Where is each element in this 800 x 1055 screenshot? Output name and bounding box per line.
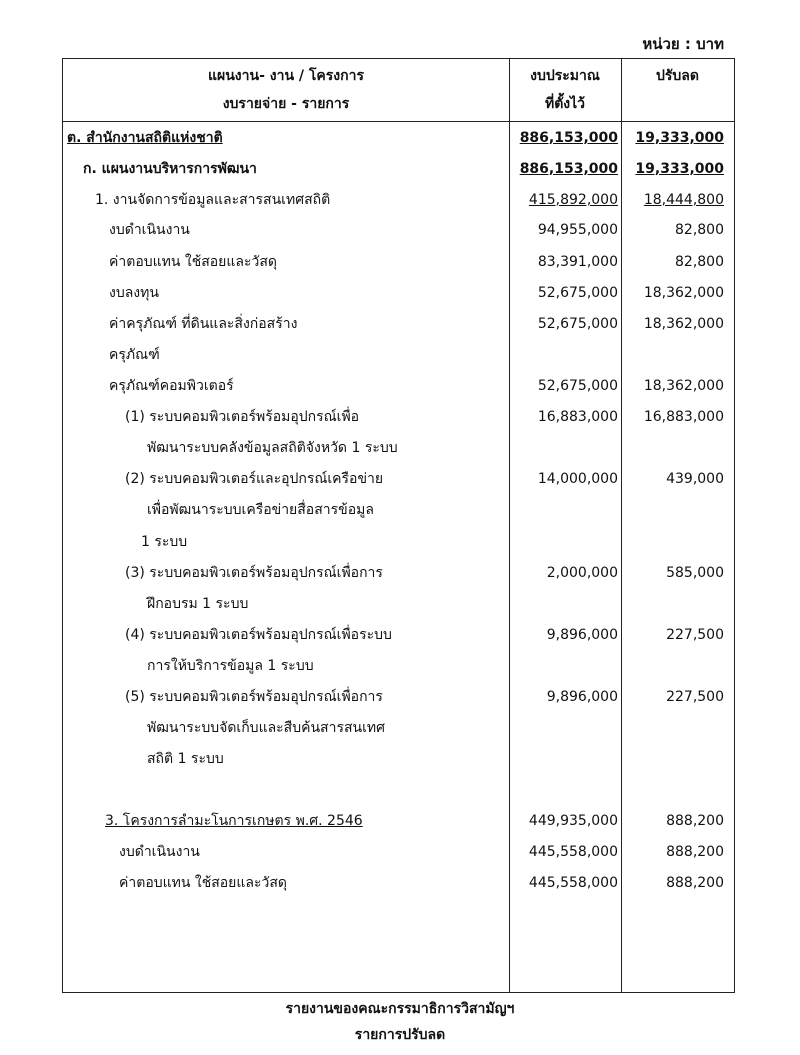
- table-row: [63, 278, 734, 308]
- table-row: [63, 185, 734, 215]
- table-row: [63, 495, 734, 525]
- row-cut: 82,800: [675, 254, 724, 270]
- row-budget: 449,935,000: [528, 813, 618, 829]
- row-label: ครุภัณฑ์คอมพิวเตอร์: [109, 378, 234, 394]
- row-label: (5) ระบบคอมพิวเตอร์พร้อมอุปกรณ์เพื่อการ: [125, 689, 383, 705]
- row-label: งบดำเนินงาน: [119, 844, 200, 860]
- table-row: [63, 589, 734, 619]
- row-label: ก. แผนงานบริหารการพัฒนา: [83, 161, 257, 177]
- row-budget: 415,892,000: [528, 192, 618, 208]
- row-budget: 52,675,000: [537, 316, 618, 332]
- row-label: ต. สำนักงานสถิติแห่งชาติ: [67, 130, 223, 146]
- row-label: 1. งานจัดการข้อมูลและสารสนเทศสถิติ: [95, 192, 331, 208]
- table-row: [63, 682, 734, 712]
- header-budget-line1: งบประมาณ: [530, 68, 600, 84]
- row-label: ค่าตอบแทน ใช้สอยและวัสดุ: [109, 254, 277, 270]
- row-cut: 888,200: [666, 875, 724, 891]
- table-row: [63, 464, 734, 494]
- table-row: [63, 744, 734, 774]
- row-label: ค่าตอบแทน ใช้สอยและวัสดุ: [119, 875, 287, 891]
- row-cut: 18,362,000: [643, 378, 724, 394]
- row-label: 1 ระบบ: [141, 534, 188, 550]
- table-row: [63, 527, 734, 557]
- footer-subtitle: รายการปรับลด: [354, 1027, 446, 1043]
- table-row: [63, 868, 734, 898]
- row-label: 3. โครงการลำมะโนการเกษตร พ.ศ. 2546: [105, 813, 363, 829]
- row-cut: 439,000: [666, 471, 724, 487]
- row-label: (4) ระบบคอมพิวเตอร์พร้อมอุปกรณ์เพื่อระบบ: [125, 627, 392, 643]
- row-label: (3) ระบบคอมพิวเตอร์พร้อมอุปกรณ์เพื่อการ: [125, 565, 383, 581]
- row-cut: 19,333,000: [635, 161, 724, 177]
- header-program-line1: แผนงาน- งาน / โครงการ: [208, 68, 364, 84]
- row-budget: 886,153,000: [519, 161, 618, 177]
- row-budget: 9,896,000: [546, 689, 618, 705]
- table-row: [63, 651, 734, 681]
- row-label: สถิติ 1 ระบบ: [147, 751, 224, 767]
- header-divider: [63, 121, 734, 122]
- header-budget-line2: ที่ตั้งไว้: [544, 96, 586, 112]
- table-row: [63, 402, 734, 432]
- row-cut: 888,200: [666, 813, 724, 829]
- row-budget: 52,675,000: [537, 378, 618, 394]
- row-budget: 14,000,000: [537, 471, 618, 487]
- row-label: ค่าครุภัณฑ์ ที่ดินและสิ่งก่อสร้าง: [109, 316, 298, 332]
- row-budget: 2,000,000: [546, 565, 618, 581]
- row-label: การให้บริการข้อมูล 1 ระบบ: [147, 658, 314, 674]
- row-cut: 19,333,000: [635, 130, 724, 146]
- table-row: [63, 558, 734, 588]
- row-label: พัฒนาระบบคลังข้อมูลสถิติจังหวัด 1 ระบบ: [147, 440, 398, 456]
- row-budget: 16,883,000: [537, 409, 618, 425]
- unit-label: หน่วย : บาท: [642, 35, 724, 53]
- header-program-line2: งบรายจ่าย - รายการ: [222, 96, 350, 112]
- budget-table: [62, 58, 735, 993]
- row-budget: 94,955,000: [537, 222, 618, 238]
- footer-report-title: รายงานของคณะกรรมาธิการวิสามัญฯ: [285, 1001, 515, 1017]
- row-budget: 83,391,000: [537, 254, 618, 270]
- header-program-2: [63, 93, 509, 115]
- row-cut: 18,362,000: [643, 285, 724, 301]
- table-row: [63, 620, 734, 650]
- table-row: [63, 309, 734, 339]
- row-cut: 16,883,000: [643, 409, 724, 425]
- table-row: [63, 247, 734, 277]
- table-row: [63, 713, 734, 743]
- row-label: (1) ระบบคอมพิวเตอร์พร้อมอุปกรณ์เพื่อ: [125, 409, 360, 425]
- table-row: [63, 340, 734, 370]
- row-budget: 9,896,000: [546, 627, 618, 643]
- row-label: งบลงทุน: [109, 285, 159, 301]
- row-label: ฝึกอบรม 1 ระบบ: [147, 596, 249, 612]
- row-label: (2) ระบบคอมพิวเตอร์และอุปกรณ์เครือข่าย: [125, 471, 384, 487]
- table-row: [63, 806, 734, 836]
- table-row: [63, 123, 734, 153]
- header-program: [63, 65, 509, 87]
- table-row: [63, 433, 734, 463]
- row-budget: 52,675,000: [537, 285, 618, 301]
- row-budget: 886,153,000: [519, 130, 618, 146]
- header-cut: ปรับลด: [656, 68, 699, 84]
- row-label: พัฒนาระบบจัดเก็บและสืบค้นสารสนเทศ: [147, 720, 385, 736]
- row-budget: 445,558,000: [528, 875, 618, 891]
- table-row: [63, 215, 734, 245]
- row-cut: 888,200: [666, 844, 724, 860]
- row-cut: 18,444,800: [643, 192, 724, 208]
- row-label: เพื่อพัฒนาระบบเครือข่ายสื่อสารข้อมูล: [147, 502, 374, 518]
- row-cut: 18,362,000: [643, 316, 724, 332]
- row-cut: 227,500: [666, 689, 724, 705]
- table-row: [63, 371, 734, 401]
- row-cut: 585,000: [666, 565, 724, 581]
- row-cut: 82,800: [675, 222, 724, 238]
- row-label: ครุภัณฑ์: [109, 347, 160, 363]
- row-budget: 445,558,000: [528, 844, 618, 860]
- table-row: [63, 837, 734, 867]
- row-label: งบดำเนินงาน: [109, 222, 190, 238]
- row-cut: 227,500: [666, 627, 724, 643]
- table-row: [63, 154, 734, 184]
